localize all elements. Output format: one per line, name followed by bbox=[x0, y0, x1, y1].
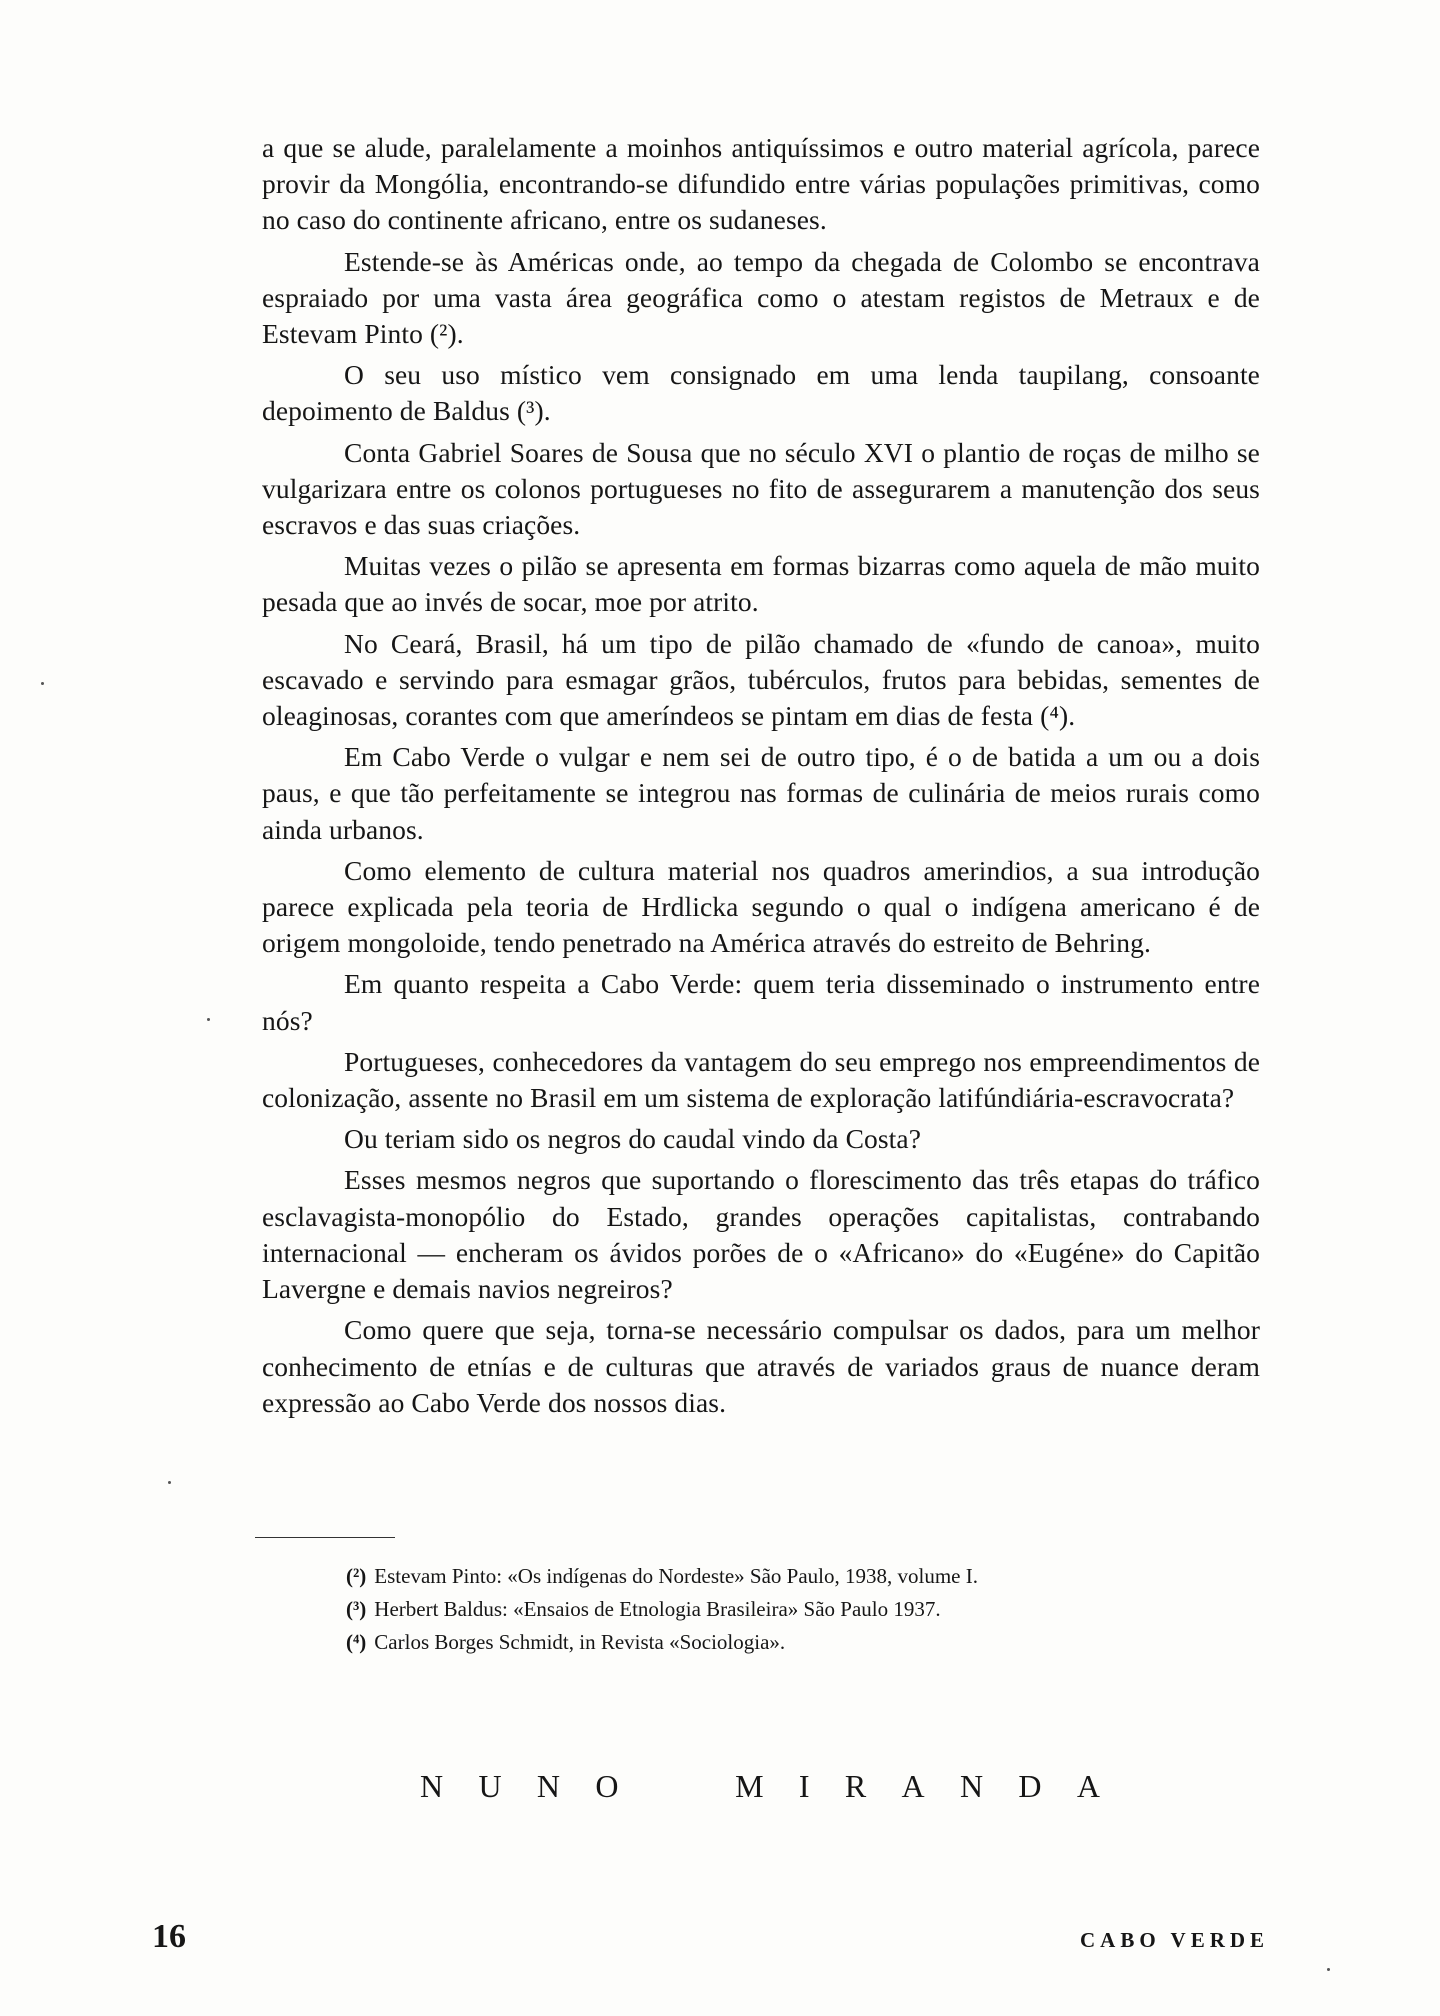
page-number: 16 bbox=[152, 1918, 186, 1955]
footnotes bbox=[346, 1560, 1166, 1659]
footnote-text: Estevam Pinto: «Os indígenas do Nordeste» São Paulo, 1938, volume I. bbox=[374, 1564, 978, 1588]
paragraph: Estende-se às Américas onde, ao tempo da chegada de Colombo se encontrava espraiado por uma vasta área geográfica como o atestam registos de Metraux e de Estevam Pinto (²). bbox=[262, 245, 1260, 350]
author-letter: N bbox=[959, 1768, 984, 1804]
print-speck bbox=[168, 1481, 171, 1484]
running-title: CABO VERDE bbox=[1080, 1928, 1270, 1952]
paragraph: Esses mesmos negros que suportando o florescimento das três etapas do tráfico esclavagista-monopólio do Estado, grandes operações capitalistas, contrabando internacional — encheram os ávidos porões de o «Africano» do «Eugéne» do Capitão Lavergne e demais navios negreiros? bbox=[262, 1164, 1260, 1305]
footnote-divider bbox=[255, 1537, 395, 1538]
paragraph: Portugueses, conhecedores da vantagem do seu emprego nos empreendimentos de colonização, assente no Brasil em um sistema de exploração latifúndiária-escravocrata? bbox=[262, 1045, 1260, 1114]
author-letter: N bbox=[420, 1768, 444, 1804]
author-letter: O bbox=[595, 1768, 619, 1804]
body-text bbox=[262, 130, 1260, 1426]
paragraph: Muitas vezes o pilão se apresenta em formas bizarras como aquela de mão muito pesada que ao invés de socar, moe por atrito. bbox=[262, 550, 1260, 618]
author-letter: I bbox=[798, 1768, 810, 1804]
paragraph: Em Cabo Verde o vulgar e nem sei de outro tipo, é o de batida a um ou a dois paus, e que tão perfeitamente se integrou nas formas de culinária de meios rurais como ainda urbanos. bbox=[262, 741, 1260, 845]
footnote-mark: (²) bbox=[346, 1564, 367, 1588]
print-speck bbox=[1327, 1968, 1330, 1971]
paragraph: Em quanto respeita a Cabo Verde: quem teria disseminado o instrumento entre nós? bbox=[262, 968, 1260, 1036]
paragraph: Ou teriam sido os negros do caudal vindo da Costa? bbox=[344, 1123, 922, 1155]
footnote bbox=[346, 1593, 1166, 1626]
footnote bbox=[346, 1626, 1166, 1659]
author-word-gap bbox=[654, 1768, 700, 1805]
footnote-mark: (⁴) bbox=[346, 1630, 367, 1654]
author-letter: N bbox=[536, 1768, 560, 1804]
author-letter: M bbox=[735, 1768, 764, 1804]
footnote bbox=[346, 1560, 1166, 1593]
author-signature bbox=[420, 1768, 1100, 1805]
footnote-mark: (³) bbox=[346, 1597, 367, 1621]
author-letter: D bbox=[1018, 1768, 1042, 1804]
author-letter: A bbox=[1076, 1768, 1100, 1804]
author-letter: A bbox=[901, 1768, 925, 1804]
author-letter: R bbox=[844, 1768, 867, 1804]
paragraph: a que se alude, paralelamente a moinhos antiquíssimos e outro material agrícola, parece provir da Mongólia, encontrando-se difundido entre várias populações primitivas, como no caso do continente africano, entre os sudaneses. bbox=[262, 132, 1260, 236]
paragraph: Conta Gabriel Soares de Sousa que no século XVI o plantio de roças de milho se vulgarizara entre os colonos portugueses no fito de assegurarem a manutenção dos seus escravos e das suas criações. bbox=[262, 436, 1260, 541]
author-letter: U bbox=[478, 1768, 502, 1804]
footnote-text: Carlos Borges Schmidt, in Revista «Sociologia». bbox=[374, 1630, 786, 1654]
paragraph: Como quere que seja, torna-se necessário compulsar os dados, para um melhor conhecimento de etnías e de culturas que através de variados graus de nuance deram expressão ao Cabo Verde dos nossos dias. bbox=[262, 1314, 1260, 1418]
paragraph: O seu uso místico vem consignado em uma lenda taupilang, consoante depoimento de Baldus (³). bbox=[262, 359, 1260, 427]
paragraph: No Ceará, Brasil, há um tipo de pilão chamado de «fundo de canoa», muito escavado e servindo para esmagar grãos, tubérculos, frutos para bebidas, sementes de oleaginosas, corantes com que ameríndeos se pintam em dias de festa (⁴). bbox=[262, 627, 1260, 732]
print-speck bbox=[207, 1018, 210, 1021]
paragraph: Como elemento de cultura material nos quadros amerindios, a sua introdução parece explicada pela teoria de Hrdlicka segundo o qual o indígena americano é de origem mongoloide, tendo penetrado na América através do estreito de Behring. bbox=[262, 854, 1260, 959]
footnote-text: Herbert Baldus: «Ensaios de Etnologia Brasileira» São Paulo 1937. bbox=[374, 1597, 941, 1621]
print-speck bbox=[41, 682, 44, 685]
